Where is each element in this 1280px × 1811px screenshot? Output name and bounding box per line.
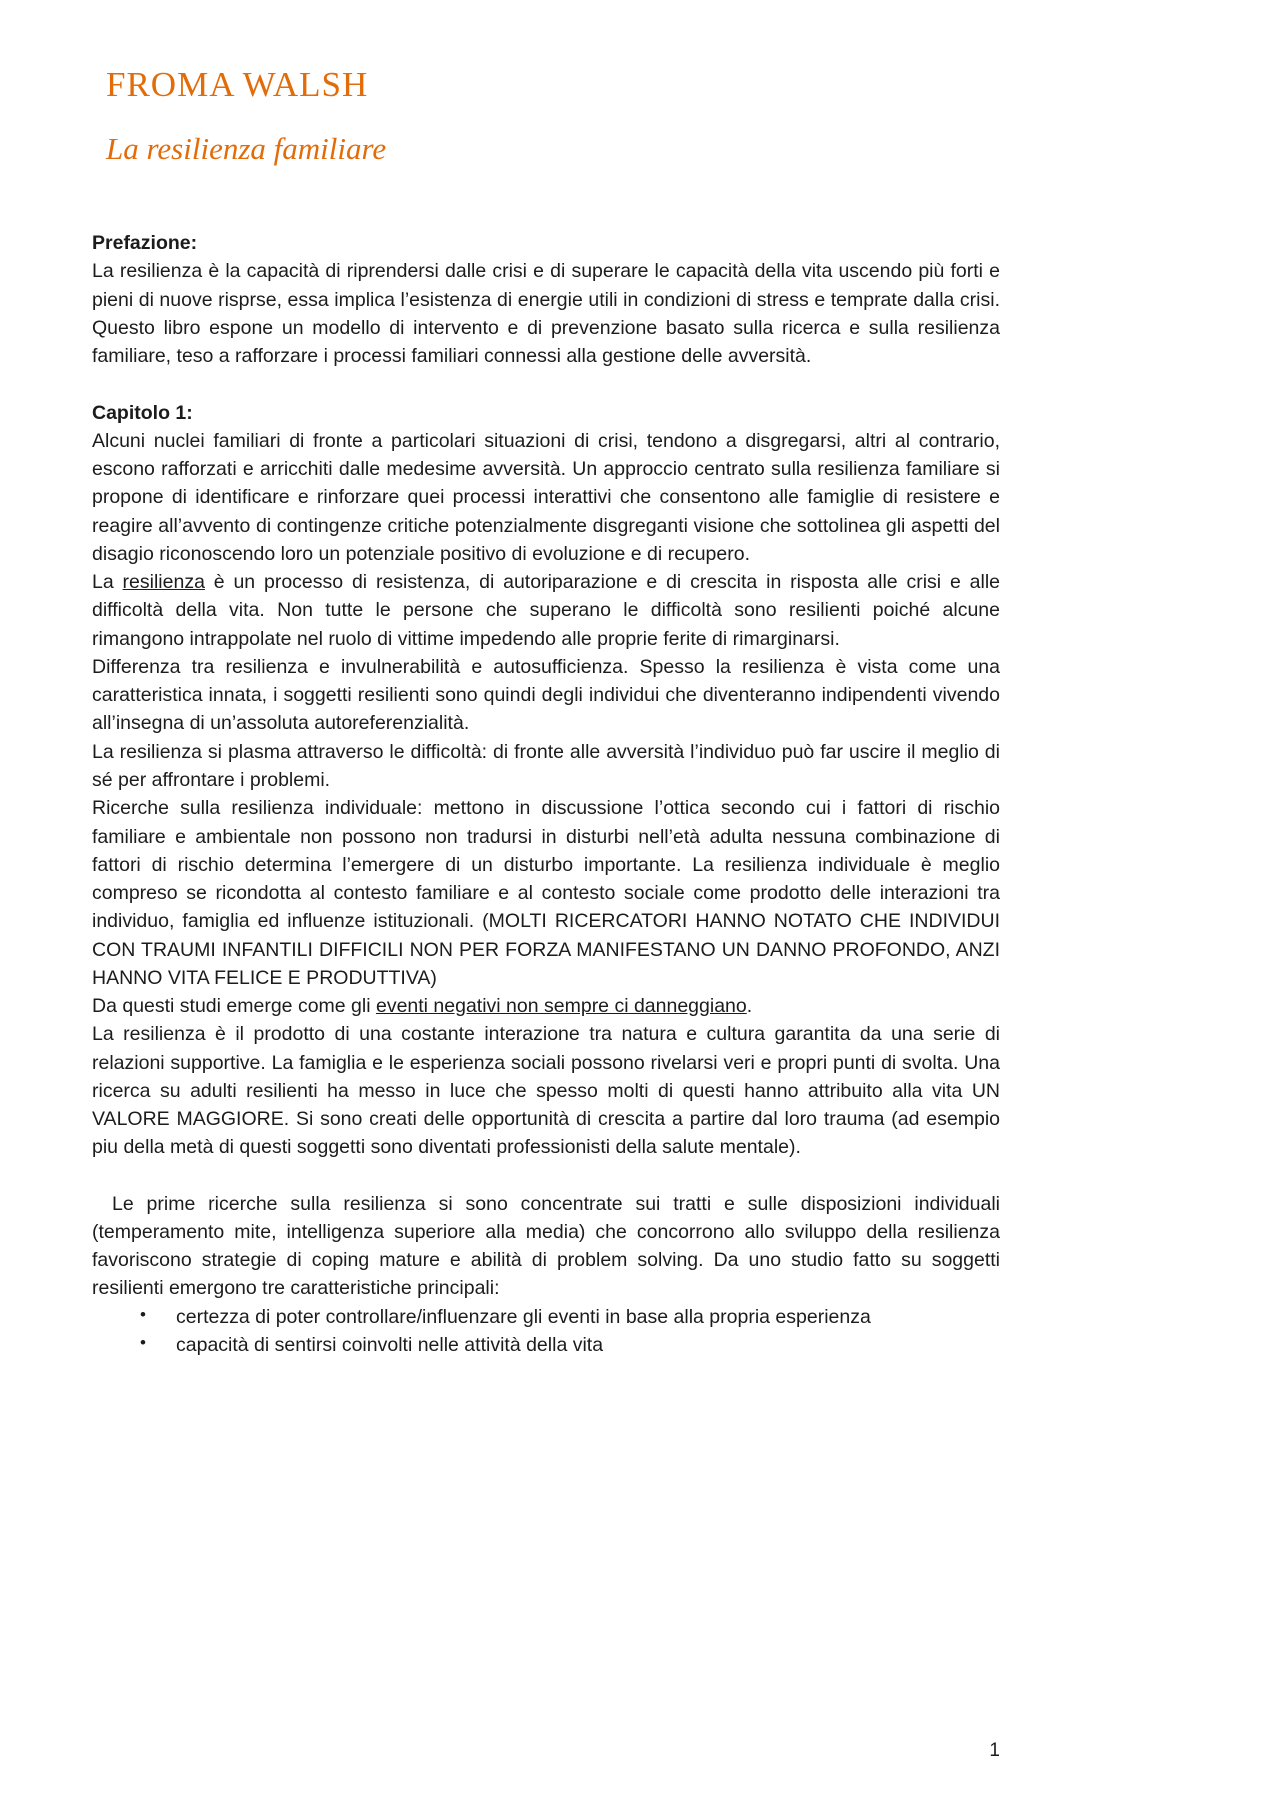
prefazione-paragraph: La resilienza è la capacità di riprendersi dalle crisi e di superare le capacità della vita uscendo più forti e pieni di nuove risprse, essa implica l’esistenza di energie utili in condizioni di stress e temprate dalla crisi. Questo libro espone un modello di intervento e di prevenzione basato sulla ricerca e sulla resilienza familiare, teso a rafforzare i processi familiari connessi alla gestione delle avversità. <box>92 260 1000 368</box>
page-number: 1 <box>989 1740 1000 1762</box>
text-run: La <box>92 571 123 594</box>
document-title: FROMA WALSH <box>106 65 369 104</box>
caratteristiche-list <box>92 1303 1000 1360</box>
list-item <box>92 1303 1000 1331</box>
list-item <box>92 1331 1000 1359</box>
paragraph-approccio-famiglie: Alcuni nuclei familiari di fronte a particolari situazioni di crisi, tendono a disgregarsi, altri al contrario, escono rafforzati e arricchiti dalle medesime avversità. Un approccio centrato sulla resilienza familiare si propone di identificare e rinforzare quei processi interattivi che consentono alle famiglie di resistere e reagire all’avvento di contingenze critiche potenzialmente disgreganti visione che sottolinea gli aspetti del disagio riconoscendo loro un potenziale positivo di evoluzione e di recupero. <box>92 429 1000 565</box>
paragraph-resilienza-plasma: La resilienza si plasma attraverso le difficoltà: di fronte alle avversità l’individuo può far uscire il meglio di sé per affrontare i problemi. <box>92 740 1000 791</box>
paragraph-differenza-invulnerabilita: Differenza tra resilienza e invulnerabilità e autosufficienza. Spesso la resilienza è vista come una caratteristica innata, i soggetti resilienti sono quindi degli individui che diventeranno indipendenti vivendo all’insegna di un’assoluta autoreferenzialità. <box>92 655 1000 735</box>
prefazione-heading: Prefazione: <box>92 232 198 255</box>
list-item-text: capacità di sentirsi coinvolti nelle attività della vita <box>176 1334 604 1357</box>
document-body <box>92 229 1000 1359</box>
paragraph-resilienza-processo <box>92 568 1000 653</box>
paragraph-ricerche-individuale: Ricerche sulla resilienza individuale: mettono in discussione l’ottica secondo cui i fattori di rischio familiare e ambientale non possono non tradursi in disturbi nell’età adulta nessuna combinazione di fattori di rischio determina l’emergere di un disturbo importante. La resilienza individuale è meglio compreso se ricondotta al contesto familiare e al contesto sociale come prodotto delle interazioni tra individuo, famiglia ed influenze istituzionali. (MOLTI RICERCATORI HANNO NOTATO CHE INDIVIDUI CON TRAUMI INFANTILI DIFFICILI NON PER FORZA MANIFESTANO UN DANNO PROFONDO, ANZI HANNO VITA FELICE E PRODUTTIVA) <box>92 797 1000 989</box>
capitolo1-heading: Capitolo 1: <box>92 401 193 424</box>
underlined-text-run: resilienza <box>122 571 205 594</box>
underlined-text-run: eventi negativi non sempre ci danneggiano <box>375 995 747 1018</box>
paragraph-natura-cultura: La resilienza è il prodotto di una costante interazione tra natura e cultura garantita da una serie di relazioni supportive. La famiglia e le esperienza sociali possono rivelarsi veri e propri punti di svolta. Una ricerca su adulti resilienti ha messo in luce che spesso molti di questi hanno attribuito alla vita UN VALORE MAGGIORE. Si sono creati delle opportunità di crescita a partire dal loro trauma (ad esempio piu della metà di questi soggetti sono diventati professionisti della salute mentale). <box>92 1023 1000 1159</box>
list-item-text: certezza di poter controllare/influenzare gli eventi in base alla propria esperienza <box>176 1305 871 1328</box>
document-subtitle: La resilienza familiare <box>106 131 387 166</box>
text-run: . <box>746 995 753 1018</box>
text-run: è un processo di resistenza, di autoriparazione e di crescita in risposta alle crisi e alle difficoltà della vita. Non tutte le persone che superano le difficoltà sono resilienti poiché alcune rimangono intrappolate nel ruolo di vittime impedendo alle proprie ferite di rimarginarsi. <box>92 571 1001 650</box>
paragraph-prime-ricerche: Le prime ricerche sulla resilienza si sono concentrate sui tratti e sulle disposizioni individuali (temperamento mite, intelligenza superiore alla media) che concorrono allo sviluppo della resilienza favoriscono strategie di coping mature e abilità di problem solving. Da uno studio fatto su soggetti resilienti emergono tre caratteristiche principali: <box>92 1192 1000 1300</box>
paragraph-eventi-negativi <box>92 992 1000 1020</box>
text-run: Da questi studi emerge come gli <box>92 995 376 1018</box>
bullet-icon: • <box>140 1333 146 1353</box>
bullet-icon: • <box>140 1304 146 1324</box>
